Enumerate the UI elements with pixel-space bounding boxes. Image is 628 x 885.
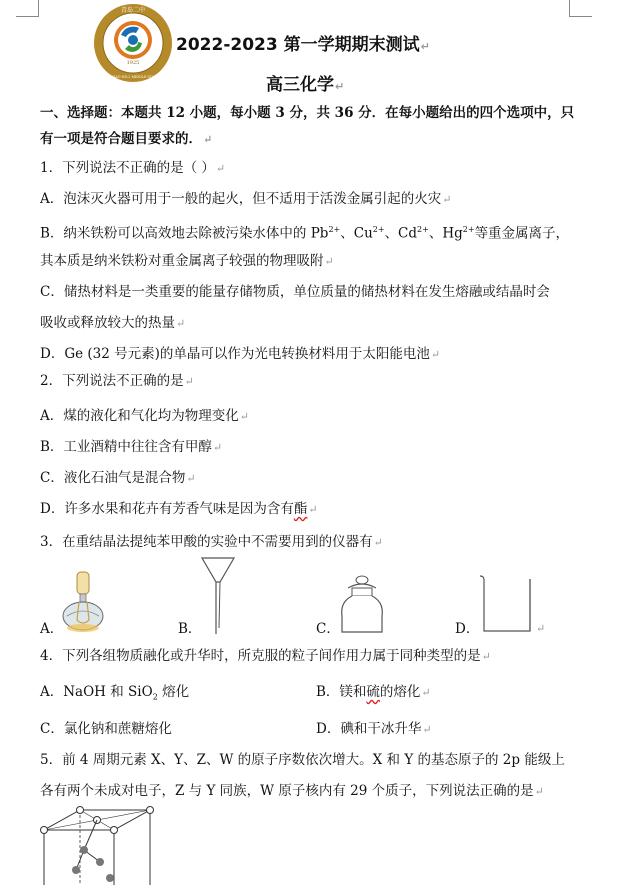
q2-stem: 2．下列说法不正确的是↵ — [40, 373, 194, 389]
q3-option-a-label: A． — [40, 621, 64, 637]
wide-mouth-bottle-icon — [338, 572, 386, 636]
q1-option-b-line-2: 其本质是纳米铁粉对重金属离子较强的物理吸附↵ — [40, 253, 334, 269]
section-heading-line-2: 有一项是符合题目要求的．↵ — [40, 131, 213, 147]
q1-option-c-line-2: 吸收或释放较大的热量↵ — [40, 315, 186, 331]
svg-text:青岛二中: 青岛二中 — [120, 7, 146, 14]
q4-option-c: C．氯化钠和蔗糖熔化 — [40, 721, 172, 737]
q2-option-b: B．工业酒精中往往含有甲醇↵ — [40, 439, 223, 455]
q1-option-b-line-1: B．纳米铁粉可以高效地去除被污染水体中的 $Pb^{2+}$、$Cu^{2+}$、$Cd^{2+}$、$Hg^{2+}$等重金属离子， — [40, 225, 570, 242]
q2-option-a: A．煤的液化和气化均为物理变化↵ — [40, 408, 249, 424]
q5-stem-line-2: 各有两个未成对电子，Z 与 Y 同族，W 原子核内有 29 个质子，下列说法正确的是↵ — [40, 783, 544, 799]
q3-option-c-label: C． — [316, 621, 340, 637]
section-heading-line-1: 一、选择题：本题共 12 小题，每小题 3 分，共 36 分．在每小题给出的四个选项中，只 — [40, 105, 575, 121]
q5-stem-line-1: 5．前 4 周期元素 X、Y、Z、W 的原子序数依次增大。X 和 Y 的基态原子的 2p 能级上 — [40, 752, 565, 768]
svg-text:1925: 1925 — [126, 60, 140, 66]
alcohol-lamp-icon — [58, 570, 108, 636]
q1-option-c-line-1: C．储热材料是一类重要的能量存储物质，单位质量的储热材料在发生熔融或结晶时会 — [40, 284, 550, 300]
svg-text:QINGDAO NO.2 MIDDLE SCHOOL: QINGDAO NO.2 MIDDLE SCHOOL — [102, 75, 164, 79]
corner-mark-top-left — [16, 0, 39, 17]
q4-option-b: B．镁和硫的熔化↵ — [316, 684, 431, 700]
q3-line-mark: ↵ — [536, 622, 546, 635]
q4-option-d: D．碘和干冰升华↵ — [316, 721, 432, 737]
q2-option-d: D．许多水果和花卉有芳香气味是因为含有酯↵ — [40, 501, 318, 517]
q1-option-d: D．Ge (32 号元素)的单晶可以作为光电转换材料用于太阳能电池↵ — [40, 346, 441, 362]
q4-option-a: A．NaOH 和 SiO$_2$ 熔化 — [40, 684, 190, 702]
funnel-icon — [200, 556, 236, 636]
page-subtitle: 高三化学↵ — [266, 75, 345, 95]
page-title: 2022-2023 第一学期期末测试↵ — [176, 35, 430, 55]
q1-option-a: A．泡沫灭火器可用于一般的起火，但不适用于活泼金属引起的火灾↵ — [40, 191, 452, 207]
q1-stem: 1．下列说法不正确的是（ ）↵ — [40, 160, 226, 176]
q3-option-d-label: D． — [455, 621, 480, 637]
school-logo — [92, 2, 174, 84]
q4-stem: 4．下列各组物质融化或升华时，所克服的粒子间作用力属于同种类型的是↵ — [40, 648, 491, 664]
q3-option-b-label: B． — [178, 621, 202, 637]
q2-option-c: C．液化石油气是混合物↵ — [40, 470, 196, 486]
beaker-icon — [478, 573, 536, 635]
q3-stem: 3．在重结晶法提纯苯甲酸的实验中不需要用到的仪器有↵ — [40, 534, 383, 550]
corner-mark-top-right — [569, 0, 592, 17]
crystal-lattice-diagram — [40, 806, 158, 885]
